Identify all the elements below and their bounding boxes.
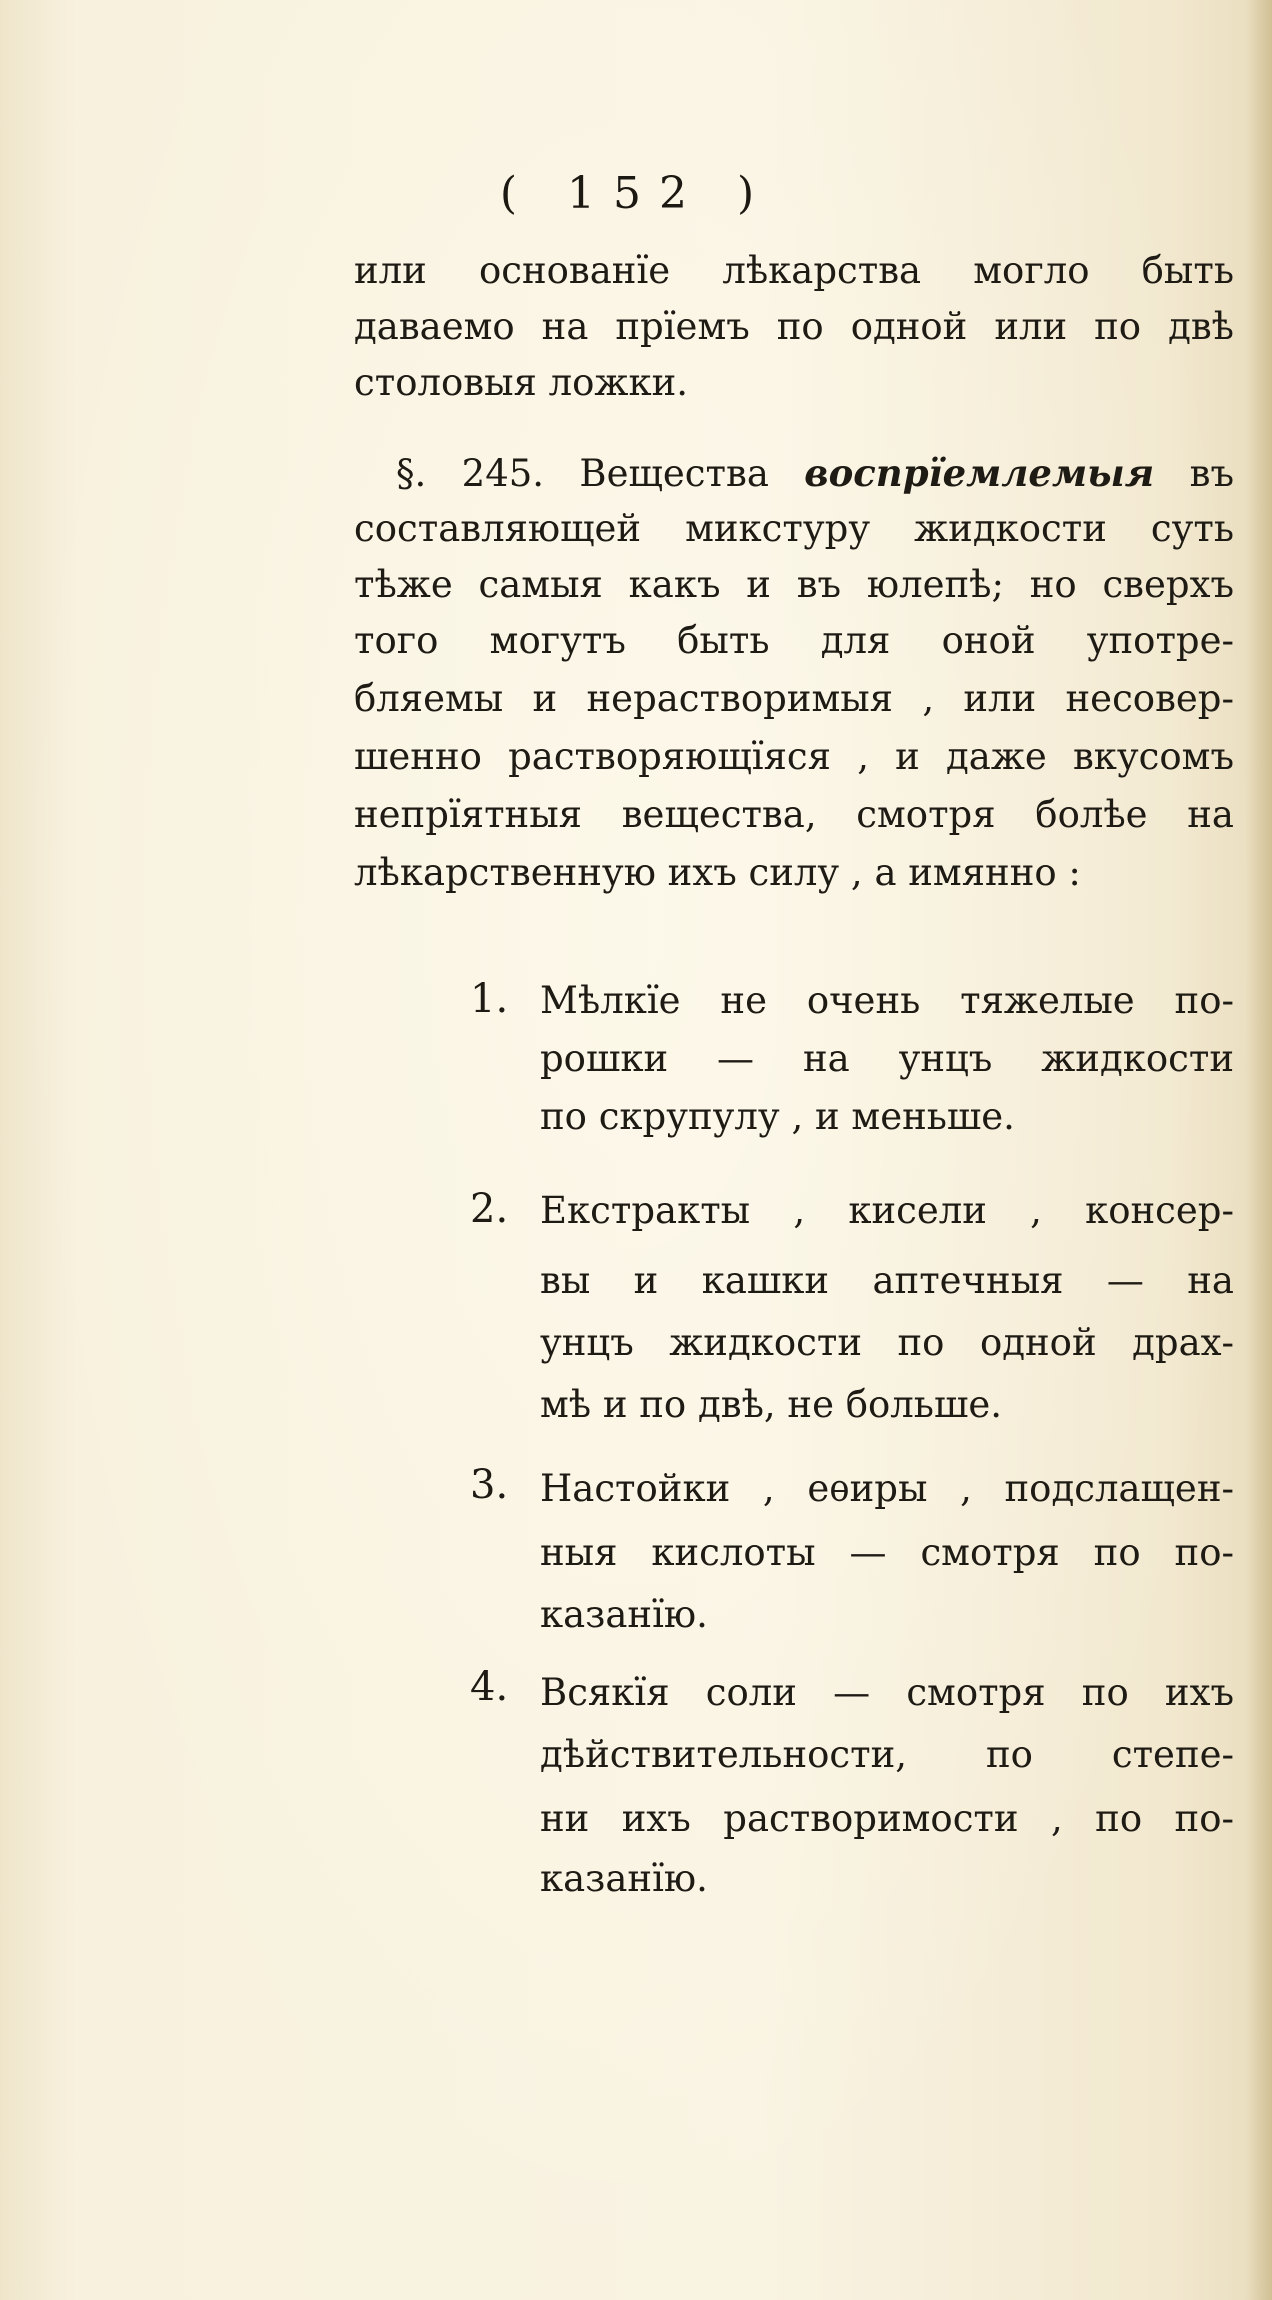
list-item-line: Мѣлкїе не очень тяжелые по- (540, 979, 1234, 1022)
section-label: §. 245. Вещества (396, 452, 769, 495)
list-item-line: по скрупулу , и меньше. (540, 1095, 1015, 1138)
text-line: лѣкарственную ихъ силу , а имянно : (354, 851, 1081, 894)
emphasized-term: воспрїемлемыя (804, 451, 1155, 495)
list-item-line: Настойки , еѳиры , подслащен- (540, 1467, 1234, 1510)
list-item-line: дѣйствительности, по степе- (540, 1733, 1234, 1776)
list-item-line: рошки — на унцъ жидкости (540, 1037, 1234, 1080)
list-item-line: Всякїя соли — смотря по ихъ (540, 1671, 1234, 1714)
text-line: даваемо на прїемъ по одной или по двѣ (354, 305, 1234, 348)
list-item-line: казанїю. (540, 1593, 708, 1636)
list-item-number: 1. (470, 976, 509, 1022)
text-fragment: въ (1189, 452, 1234, 495)
list-item-line: казанїю. (540, 1857, 708, 1900)
text-line: или основанїе лѣкарства могло быть (354, 249, 1234, 292)
list-item-line: унцъ жидкости по одной драх- (540, 1321, 1234, 1364)
text-line: шенно растворяющїяся , и даже вкусомъ (354, 735, 1234, 778)
list-item-number: 4. (470, 1664, 509, 1710)
list-item-line: ни ихъ растворимости , по по- (540, 1797, 1234, 1840)
page-edge-shadow (1246, 0, 1272, 2300)
text-line: составляющей микстуру жидкости суть (354, 507, 1234, 550)
text-line: непрїятныя вещества, смотря болѣе на (354, 793, 1234, 836)
section-heading-line (396, 450, 1234, 497)
text-line: того могутъ быть для оной употре- (354, 619, 1234, 662)
text-line: бляемы и нерастворимыя , или несовер- (354, 677, 1234, 720)
list-item-line: мѣ и по двѣ, не больше. (540, 1383, 1002, 1426)
list-item-number: 3. (470, 1462, 509, 1508)
text-line: тѣже самыя какъ и въ юлепѣ; но сверхъ (354, 563, 1234, 606)
list-item-line: ныя кислоты — смотря по по- (540, 1531, 1234, 1574)
list-item-number: 2. (470, 1186, 509, 1232)
text-line: столовыя ложки. (354, 361, 688, 404)
page-number: ( 152 ) (499, 168, 773, 219)
list-item-line: Екстракты , кисели , консер- (540, 1189, 1234, 1232)
list-item-line: вы и кашки аптечныя — на (540, 1259, 1234, 1302)
